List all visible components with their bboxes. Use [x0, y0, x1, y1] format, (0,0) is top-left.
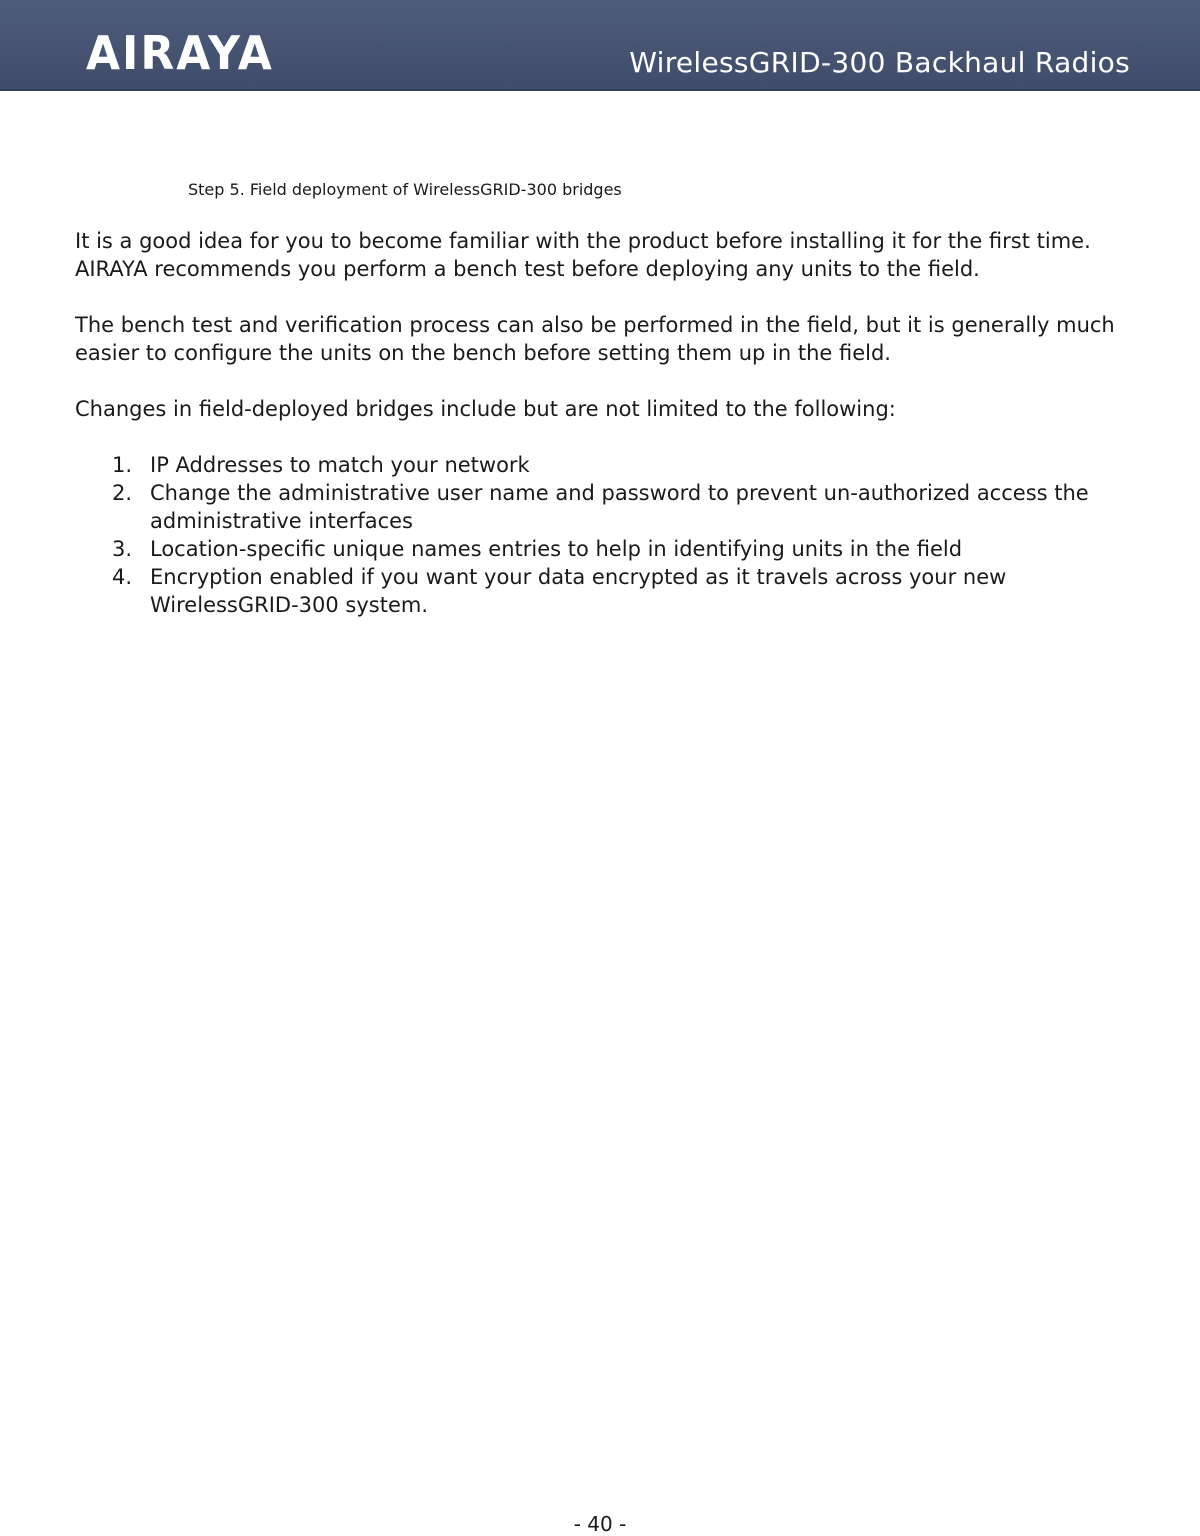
airaya-logo: AIRAYA — [86, 27, 274, 81]
list-item-number: 4. — [112, 565, 133, 589]
list-item-text: Change the administrative user name and password to prevent un-authorized access the administrative interfaces — [150, 481, 1089, 533]
page-header — [0, 0, 1200, 91]
list-item-number: 1. — [112, 453, 133, 477]
paragraph-changes-intro: Changes in field-deployed bridges include but are not limited to the following: — [75, 397, 896, 421]
list-item-number: 2. — [112, 481, 133, 505]
paragraph-bench-test: The bench test and verification process can also be performed in the field, but it is generally much easier to configure the units on the bench before setting them up in the field. — [75, 313, 1115, 365]
list-item-text: Location-specific unique names entries to help in identifying units in the field — [150, 537, 963, 561]
list-item — [75, 479, 1135, 535]
step-heading: Step 5. Field deployment of WirelessGRID-300 bridges — [188, 180, 622, 199]
list-item — [75, 451, 1135, 479]
list-item-text: Encryption enabled if you want your data encrypted as it travels across your new WirelessGRID-300 system. — [150, 565, 1007, 617]
paragraph-intro: It is a good idea for you to become familiar with the product before installing it for the first time. AIRAYA recommends you perform a bench test before deploying any units to the field. — [75, 229, 1091, 281]
list-item — [75, 563, 1135, 619]
header-title: WirelessGRID-300 Backhaul Radios — [629, 46, 1130, 79]
page-number: - 40 - — [573, 1512, 627, 1536]
changes-list — [75, 451, 1135, 619]
list-item-number: 3. — [112, 537, 133, 561]
list-item-text: IP Addresses to match your network — [150, 453, 530, 477]
list-item — [75, 535, 1135, 563]
document-body — [75, 227, 1135, 619]
